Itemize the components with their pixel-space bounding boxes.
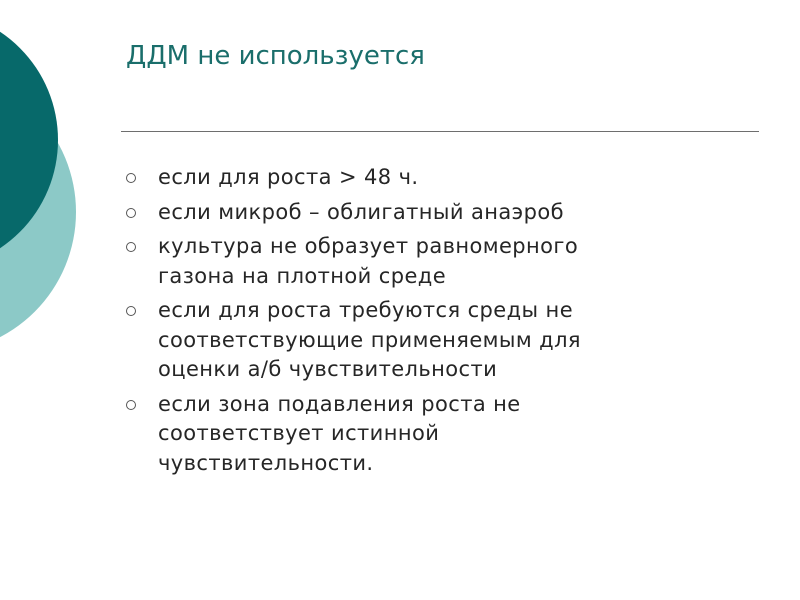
bullet-circle-icon [126,208,136,218]
bullet-line: чувствительности. [158,450,374,475]
bullet-list [120,163,760,483]
bullet-item [120,296,760,385]
bullet-line: если для роста требуются среды не [158,298,574,322]
bullet-circle-icon [126,306,136,316]
bullet-line: если для роста > 48 ч. [158,165,419,189]
bullet-line: соответствует истинной [158,421,440,445]
bullet-line: если микроб – облигатный анаэроб [158,199,564,224]
bullet-line: культура не образует равномерного [158,234,579,258]
title-divider [121,131,759,132]
bullet-line: если зона подавления роста не [158,391,521,416]
bullet-circle-icon [126,400,136,410]
bullet-line: оценки а/б чувствительности [158,357,498,381]
slide-title: ДДМ не используется [126,41,425,71]
bullet-line: газона на плотной среде [158,263,447,288]
bullet-item [120,390,760,479]
bullet-circle-icon [126,242,136,252]
bullet-item [120,198,760,228]
bullet-circle-icon [126,173,136,183]
bullet-line: соответствующие применяемым для [158,327,581,352]
bullet-item [120,163,760,193]
bullet-item [120,232,760,291]
